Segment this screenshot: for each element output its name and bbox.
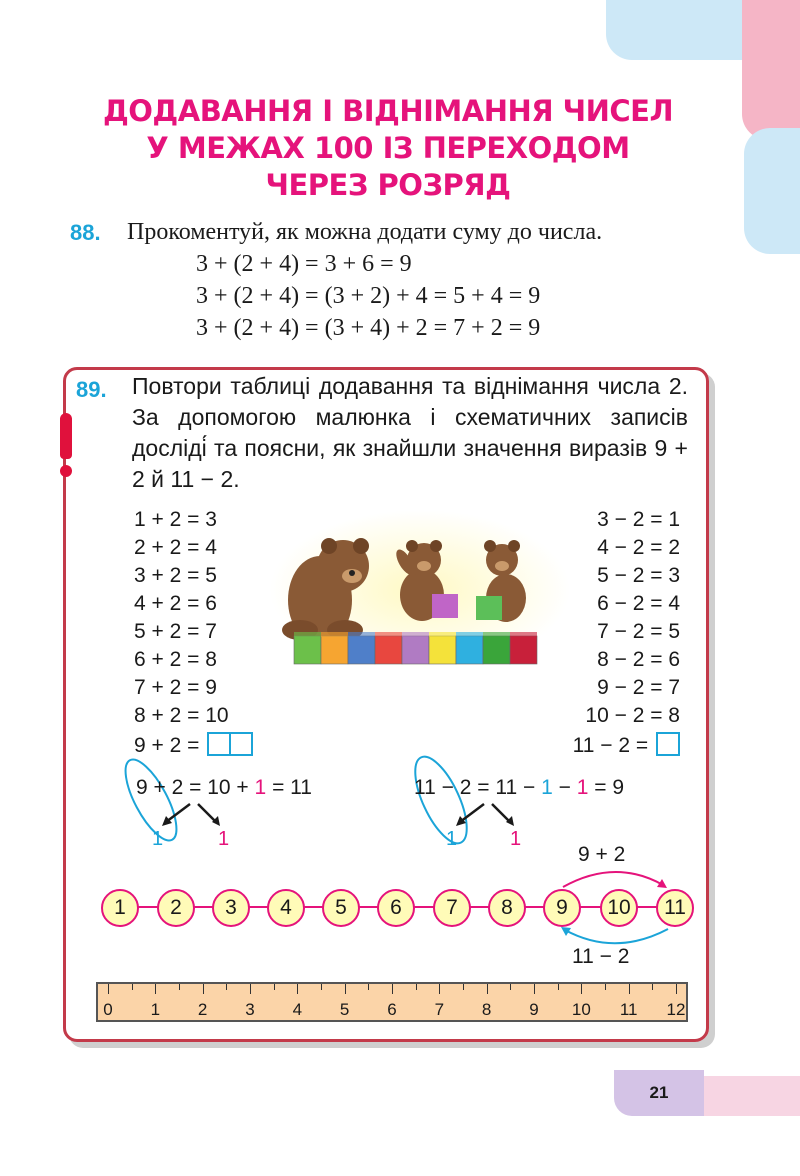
ruler-label: 6: [387, 1000, 397, 1019]
subtraction-row: 9 − 2 = 7: [597, 676, 680, 699]
number-line-circle: 5: [322, 889, 360, 927]
ruler-label: 0: [103, 1000, 113, 1019]
page-number-strip: [704, 1076, 800, 1116]
block: [429, 636, 456, 664]
ruler-tick: [226, 984, 227, 990]
number-line-circle: 1: [101, 889, 139, 927]
ruler-tick: [297, 984, 298, 994]
arrow-left-icon: [166, 804, 190, 822]
exercise-88-text: Прокоментуй, як можна додати суму до числа.: [127, 219, 603, 245]
ruler-tick: [155, 984, 156, 994]
subtraction-row: 3 − 2 = 1: [597, 508, 680, 531]
arrow-right-icon: [198, 804, 216, 822]
subtraction-row: 5 − 2 = 3: [597, 564, 680, 587]
block: [294, 636, 321, 664]
subtraction-row: 7 − 2 = 5: [597, 620, 680, 643]
decomp-term: − 2 = 11 −: [441, 776, 536, 799]
ruler-label: 2: [197, 1000, 208, 1019]
group-ellipse: [405, 750, 477, 850]
ruler-tick: [558, 984, 559, 990]
addition-row: 1 + 2 = 3: [134, 508, 217, 531]
block: [402, 636, 429, 664]
number-line-circle: 8: [488, 889, 526, 927]
ruler-label: 3: [245, 1000, 255, 1019]
number-line-circle: 3: [212, 889, 250, 927]
decomp-part: 1: [541, 776, 553, 799]
ruler-label: 5: [339, 1000, 350, 1019]
block-top: [483, 632, 510, 637]
ruler-tick: [368, 984, 369, 990]
block-top: [456, 632, 483, 637]
block: [321, 636, 348, 664]
ruler-tick: [345, 984, 346, 994]
block: [456, 636, 483, 664]
arc-label-addition: 9 + 2: [578, 843, 626, 866]
number-line-circle: 7: [433, 889, 471, 927]
title-line: ДОДАВАННЯ І ВІДНІМАННЯ ЧИСЕЛ: [102, 94, 674, 128]
ruler-tick: [652, 984, 653, 990]
addition-row: 8 + 2 = 10: [134, 704, 229, 727]
ruler-tick: [629, 984, 630, 994]
ruler-tick: [321, 984, 322, 990]
number-line-circle: 6: [377, 889, 415, 927]
addition-row: 3 + 2 = 5: [134, 564, 217, 587]
green-cube: [476, 596, 502, 620]
ruler-tick: [487, 984, 488, 994]
addition-row: 7 + 2 = 9: [134, 676, 217, 699]
ruler-label: 11: [619, 1000, 638, 1019]
ruler-label: 9: [529, 1000, 539, 1019]
purple-cube: [432, 594, 458, 618]
decomp-part: 1: [576, 776, 589, 799]
group-ellipse: [116, 753, 187, 847]
number-line-circle: 4: [267, 889, 305, 927]
decomp-left-part: 1: [152, 828, 164, 850]
block: [510, 636, 537, 664]
decomp-term: = 11: [272, 776, 312, 799]
addition-row: 5 + 2 = 7: [134, 620, 217, 643]
exercise-89-text: Повтори таблиці додавання та віднімання числа 2. За допомогою малюнка і схематичних записів досліді́ та поясни, як знайшли значення виразів 9 + 2 й 11 − 2.: [132, 373, 688, 492]
decomp-term: = 9: [594, 776, 625, 799]
addition-last-expression: 9 + 2 =: [134, 734, 200, 757]
exercise-88-number: 88.: [70, 220, 101, 245]
arc-backward: [565, 929, 668, 943]
ruler-tick: [439, 984, 440, 994]
title-line: У МЕЖАХ 100 ІЗ ПЕРЕХОДОМ: [146, 131, 630, 165]
number-line-circle: 9: [543, 889, 581, 927]
addition-row: 6 + 2 = 8: [134, 648, 217, 671]
arrow-right-icon: [492, 804, 510, 822]
ruler-tick: [179, 984, 180, 990]
subtraction-row: 10 − 2 = 8: [585, 704, 680, 727]
page-number: 21: [649, 1083, 669, 1102]
subtraction-row: 4 − 2 = 2: [597, 536, 680, 559]
number-line-circle: 10: [600, 889, 638, 927]
ruler-tick: [416, 984, 417, 990]
block-top: [510, 632, 537, 637]
arc-forward: [563, 872, 663, 887]
number-line-circle: 11: [656, 889, 694, 927]
ruler-label: 1: [150, 1000, 161, 1019]
decomp-left-part: 1: [446, 828, 458, 850]
ruler: [96, 982, 688, 1022]
block: [375, 636, 402, 664]
decomp-part: 1: [254, 776, 267, 799]
ruler-tick: [534, 984, 535, 994]
arc-label-subtraction: 11 − 2: [572, 945, 630, 968]
exercise-88-equation: 3 + (2 + 4) = (3 + 4) + 2 = 7 + 2 = 9: [196, 315, 541, 341]
ruler-tick: [203, 984, 204, 994]
decomp-term: 9: [136, 776, 148, 799]
ruler-tick: [132, 984, 133, 990]
exercise-89-number: 89.: [76, 377, 107, 402]
block-top: [321, 632, 348, 637]
ruler-tick: [676, 984, 677, 994]
block-top: [294, 632, 321, 637]
decomp-term: + 2 = 10 +: [153, 776, 249, 799]
block: [348, 636, 375, 664]
decomp-term: −: [558, 776, 571, 799]
block-top: [348, 632, 375, 637]
decomposition-addition: [136, 776, 312, 800]
addition-row: 4 + 2 = 6: [134, 592, 217, 615]
ruler-label: 10: [571, 1000, 591, 1019]
ruler-label: 12: [666, 1000, 686, 1019]
ruler-tick: [581, 984, 582, 994]
ruler-tick: [510, 984, 511, 990]
exercise-88-equation: 3 + (2 + 4) = 3 + 6 = 9: [196, 251, 412, 277]
subtraction-row: 8 − 2 = 6: [597, 648, 680, 671]
ruler-tick: [108, 984, 109, 994]
ruler-tick: [605, 984, 606, 990]
ruler-tick: [392, 984, 393, 994]
blocks-row: [294, 632, 537, 664]
ruler-label: 7: [434, 1000, 445, 1019]
block-top: [429, 632, 456, 637]
number-line-circle: 2: [157, 889, 195, 927]
block: [483, 636, 510, 664]
ruler-tick: [463, 984, 464, 990]
exercise-88-equation: 3 + (2 + 4) = (3 + 2) + 4 = 5 + 4 = 9: [196, 283, 541, 309]
block-top: [375, 632, 402, 637]
ruler-label: 4: [292, 1000, 303, 1019]
addition-row: 2 + 2 = 4: [134, 536, 217, 559]
subtraction-last-expression: 11 − 2 =: [572, 734, 649, 757]
title-line: ЧЕРЕЗ РОЗРЯД: [265, 168, 511, 202]
decomposition-subtraction: [414, 776, 624, 800]
ruler-tick: [250, 984, 251, 994]
decomp-right-part: 1: [218, 828, 230, 850]
decomp-term: 11: [414, 776, 436, 799]
decomp-right-part: 1: [510, 828, 522, 850]
subtraction-row: 6 − 2 = 4: [597, 592, 680, 615]
ruler-tick: [274, 984, 275, 990]
block-top: [402, 632, 429, 637]
ruler-label: 8: [481, 1000, 492, 1019]
